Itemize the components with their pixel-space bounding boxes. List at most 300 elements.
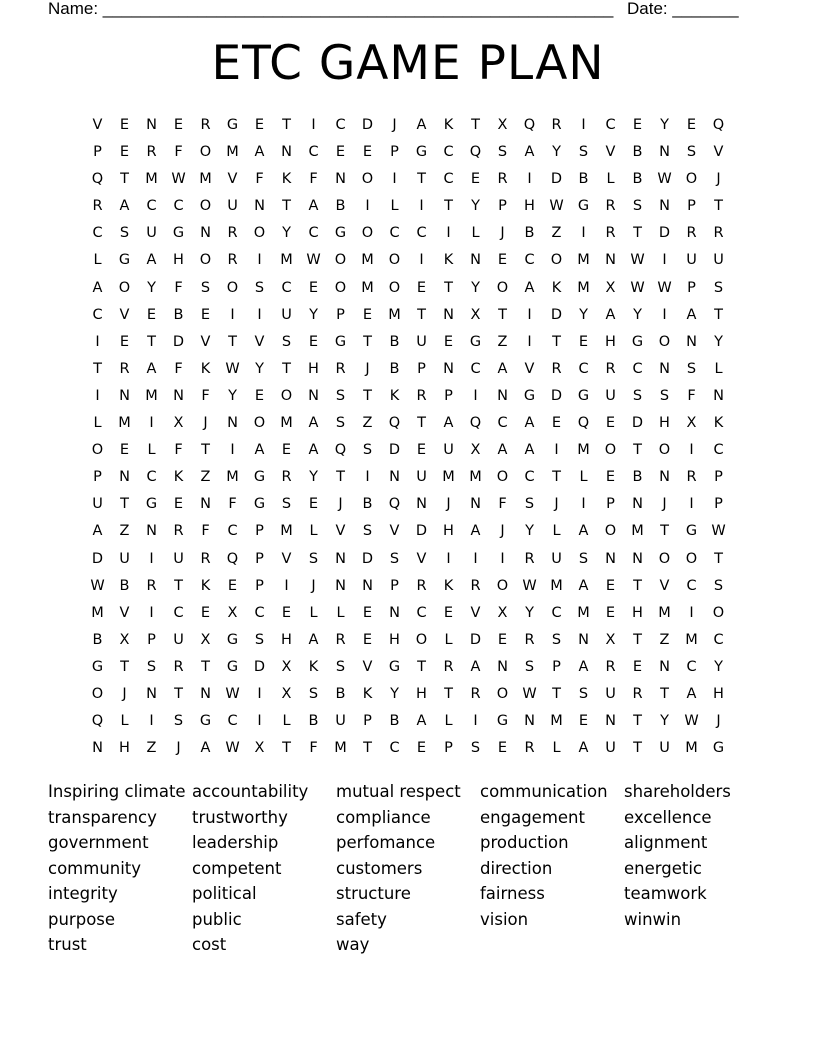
grid-letter: U: [443, 442, 454, 459]
grid-letter: E: [632, 117, 643, 133]
grid-letter: R: [146, 577, 157, 594]
grid-row: [84, 139, 732, 166]
grid-letter: B: [632, 144, 643, 161]
grid-letter: B: [578, 171, 589, 188]
grid-letter: G: [523, 387, 536, 404]
grid-letter: R: [281, 469, 292, 486]
grid-letter: T: [93, 360, 102, 377]
grid-letter: Z: [497, 333, 508, 350]
grid-letter: N: [497, 387, 508, 404]
grid-letter: N: [605, 252, 616, 269]
grid-row: [84, 329, 732, 356]
grid-letter: D: [550, 306, 563, 323]
grid-letter: L: [444, 631, 453, 648]
grid-letter: T: [444, 279, 453, 296]
grid-letter: L: [390, 198, 399, 215]
grid-letter: O: [388, 252, 401, 269]
grid-letter: J: [554, 496, 559, 513]
grid-letter: N: [659, 144, 670, 161]
grid-letter: N: [443, 360, 454, 377]
word-bank-item: perfomance: [336, 833, 436, 852]
grid-letter: A: [578, 658, 589, 675]
grid-letter: P: [147, 631, 156, 648]
grid-letter: O: [658, 442, 671, 459]
grid-letter: Q: [226, 550, 239, 567]
grid-letter: F: [309, 740, 318, 757]
word-bank-item: way: [336, 935, 370, 954]
grid-letter: E: [308, 279, 319, 296]
grid-letter: C: [578, 360, 589, 377]
word-column: [48, 779, 192, 958]
grid-letter: P: [93, 469, 102, 486]
grid-letter: N: [497, 658, 508, 675]
grid-letter: S: [281, 496, 292, 513]
grid-letter: A: [686, 306, 697, 323]
grid-letter: M: [280, 523, 293, 540]
grid-letter: O: [361, 225, 374, 242]
grid-letter: N: [254, 198, 265, 215]
grid-letter: H: [443, 523, 454, 540]
grid-letter: S: [578, 685, 589, 702]
word-search-grid: [84, 112, 732, 762]
grid-letter: N: [713, 387, 724, 404]
grid-letter: N: [281, 144, 292, 161]
grid-letter: L: [336, 604, 345, 621]
grid-letter: S: [632, 387, 643, 404]
grid-letter: S: [281, 333, 292, 350]
grid-letter: I: [230, 442, 235, 459]
grid-letter: Y: [309, 469, 318, 486]
grid-letter: N: [92, 740, 103, 757]
grid-letter: T: [633, 631, 642, 648]
grid-letter: O: [199, 144, 212, 161]
grid-letter: N: [659, 658, 670, 675]
grid-letter: G: [631, 333, 644, 350]
page-title: ETC GAME PLAN: [211, 36, 605, 91]
grid-letter: O: [253, 415, 266, 432]
grid-letter: I: [257, 306, 262, 323]
grid-letter: R: [92, 198, 103, 215]
grid-letter: E: [416, 442, 427, 459]
grid-letter: C: [146, 469, 157, 486]
grid-letter: O: [361, 171, 374, 188]
grid-letter: P: [714, 496, 723, 513]
grid-letter: A: [200, 740, 211, 757]
grid-letter: U: [281, 306, 292, 323]
grid-letter: J: [311, 577, 316, 594]
grid-letter: T: [417, 658, 426, 675]
grid-letter: G: [91, 658, 104, 675]
grid-letter: A: [308, 442, 319, 459]
grid-letter: E: [416, 740, 427, 757]
grid-letter: P: [444, 387, 453, 404]
grid-letter: A: [578, 577, 589, 594]
grid-letter: N: [659, 198, 670, 215]
grid-letter: B: [335, 198, 346, 215]
grid-letter: J: [662, 496, 667, 513]
grid-letter: E: [254, 387, 265, 404]
grid-letter: R: [470, 577, 481, 594]
grid-letter: W: [90, 577, 105, 594]
grid-letter: J: [716, 171, 721, 188]
grid-letter: M: [280, 252, 293, 269]
grid-letter: A: [470, 658, 481, 675]
grid-letter: N: [119, 387, 130, 404]
grid-letter: N: [389, 604, 400, 621]
grid-letter: O: [496, 577, 509, 594]
grid-letter: C: [686, 658, 697, 675]
word-bank-item: trust: [48, 935, 87, 954]
grid-letter: D: [172, 333, 185, 350]
word-column: [624, 779, 768, 932]
grid-letter: U: [173, 631, 184, 648]
grid-letter: R: [227, 252, 238, 269]
grid-row: [84, 166, 732, 193]
word-bank-item: structure: [336, 884, 411, 903]
grid-letter: V: [524, 360, 535, 377]
grid-letter: E: [362, 306, 373, 323]
grid-letter: M: [91, 604, 104, 621]
grid-letter: T: [444, 198, 453, 215]
grid-letter: Y: [390, 685, 399, 702]
grid-letter: I: [527, 306, 532, 323]
grid-letter: S: [308, 685, 319, 702]
grid-letter: T: [633, 713, 642, 730]
grid-letter: W: [522, 685, 537, 702]
grid-letter: C: [173, 198, 184, 215]
word-bank-item: alignment: [624, 833, 708, 852]
grid-letter: C: [146, 198, 157, 215]
grid-letter: Y: [255, 360, 264, 377]
grid-letter: A: [524, 415, 535, 432]
grid-letter: I: [149, 713, 154, 730]
grid-letter: X: [281, 658, 292, 675]
grid-letter: B: [524, 225, 535, 242]
grid-row: [84, 437, 732, 464]
grid-letter: E: [119, 144, 130, 161]
grid-letter: A: [308, 415, 319, 432]
grid-letter: N: [605, 713, 616, 730]
grid-letter: V: [227, 171, 238, 188]
grid-letter: Y: [579, 306, 588, 323]
grid-letter: T: [228, 333, 237, 350]
grid-letter: U: [686, 252, 697, 269]
grid-letter: C: [470, 360, 481, 377]
grid-letter: I: [473, 713, 478, 730]
grid-letter: A: [308, 198, 319, 215]
grid-letter: E: [146, 306, 157, 323]
word-bank-item: safety: [336, 909, 387, 929]
grid-letter: V: [416, 550, 427, 567]
grid-letter: E: [605, 415, 616, 432]
grid-letter: V: [362, 658, 373, 675]
grid-letter: I: [662, 306, 667, 323]
grid-row: [84, 247, 732, 274]
grid-letter: U: [416, 333, 427, 350]
grid-letter: V: [335, 523, 346, 540]
grid-letter: B: [119, 577, 130, 594]
grid-letter: C: [686, 577, 697, 594]
grid-letter: N: [524, 713, 535, 730]
grid-letter: M: [361, 252, 374, 269]
grid-letter: N: [308, 387, 319, 404]
grid-letter: U: [335, 713, 346, 730]
grid-letter: S: [578, 144, 589, 161]
grid-letter: E: [281, 604, 292, 621]
grid-letter: S: [362, 442, 373, 459]
grid-letter: A: [416, 117, 427, 133]
grid-letter: R: [713, 225, 724, 242]
grid-letter: C: [281, 279, 292, 296]
grid-letter: S: [524, 496, 535, 513]
grid-letter: U: [119, 550, 130, 567]
grid-letter: I: [554, 442, 559, 459]
grid-letter: H: [308, 360, 319, 377]
grid-letter: R: [173, 523, 184, 540]
grid-letter: O: [118, 279, 131, 296]
grid-letter: P: [255, 550, 264, 567]
grid-letter: X: [227, 604, 238, 621]
grid-letter: E: [200, 306, 211, 323]
grid-letter: A: [443, 415, 454, 432]
grid-letter: W: [711, 523, 726, 540]
grid-letter: W: [171, 171, 186, 188]
grid-letter: H: [281, 631, 292, 648]
grid-letter: A: [254, 442, 265, 459]
grid-letter: S: [686, 144, 697, 161]
grid-letter: O: [496, 469, 509, 486]
grid-letter: N: [416, 496, 427, 513]
grid-letter: L: [552, 740, 561, 757]
grid-letter: T: [282, 117, 291, 133]
grid-letter: I: [149, 604, 154, 621]
grid-letter: Q: [91, 713, 104, 730]
grid-letter: X: [497, 117, 508, 133]
grid-letter: K: [443, 117, 454, 133]
grid-letter: G: [118, 252, 131, 269]
grid-letter: O: [658, 550, 671, 567]
grid-row: [84, 464, 732, 491]
grid-letter: V: [389, 523, 400, 540]
grid-letter: E: [119, 333, 130, 350]
word-bank-item: production: [480, 833, 569, 852]
grid-letter: A: [578, 523, 589, 540]
grid-letter: O: [226, 279, 239, 296]
grid-letter: T: [552, 333, 561, 350]
grid-letter: M: [550, 577, 563, 594]
word-bank-item: political: [192, 884, 257, 903]
grid-letter: I: [527, 333, 532, 350]
word-bank-item: government: [48, 833, 149, 852]
word-bank-item: energetic: [624, 858, 703, 878]
grid-letter: M: [199, 171, 212, 188]
grid-letter: X: [281, 685, 292, 702]
grid-letter: G: [415, 144, 428, 161]
grid-letter: E: [362, 144, 373, 161]
grid-letter: T: [633, 740, 642, 757]
grid-letter: U: [92, 496, 103, 513]
word-bank-item: customers: [336, 858, 423, 878]
grid-letter: N: [335, 577, 346, 594]
grid-letter: F: [174, 360, 183, 377]
grid-letter: A: [686, 685, 697, 702]
grid-letter: Y: [714, 333, 723, 350]
grid-letter: L: [93, 415, 102, 432]
grid-letter: K: [362, 685, 373, 702]
grid-letter: C: [227, 713, 238, 730]
grid-letter: U: [146, 225, 157, 242]
grid-letter: J: [365, 360, 370, 377]
grid-letter: K: [173, 469, 184, 486]
grid-letter: T: [282, 198, 291, 215]
grid-letter: M: [658, 604, 671, 621]
grid-letter: T: [363, 387, 372, 404]
word-bank-item: fairness: [480, 884, 545, 903]
grid-letter: P: [687, 198, 696, 215]
grid-letter: E: [227, 577, 238, 594]
grid-letter: R: [524, 740, 535, 757]
grid-letter: R: [200, 117, 211, 133]
grid-letter: A: [146, 252, 157, 269]
grid-letter: T: [552, 685, 561, 702]
grid-letter: O: [415, 631, 428, 648]
grid-letter: X: [605, 279, 616, 296]
word-bank-item: accountability: [192, 782, 309, 801]
grid-letter: O: [604, 523, 617, 540]
grid-letter: S: [578, 550, 589, 567]
grid-letter: E: [605, 604, 616, 621]
grid-letter: S: [200, 279, 211, 296]
grid-letter: A: [470, 523, 481, 540]
word-bank-item: community: [48, 858, 142, 878]
grid-letter: L: [471, 225, 480, 242]
grid-letter: Y: [660, 117, 669, 133]
grid-letter: J: [176, 740, 181, 757]
grid-letter: D: [361, 550, 374, 567]
grid-letter: Y: [714, 658, 723, 675]
grid-letter: S: [119, 225, 130, 242]
grid-letter: P: [417, 360, 426, 377]
grid-letter: A: [497, 442, 508, 459]
word-bank-item: engagement: [480, 807, 585, 827]
grid-letter: I: [311, 117, 316, 133]
grid-letter: G: [199, 713, 212, 730]
grid-letter: T: [282, 360, 291, 377]
grid-letter: O: [496, 279, 509, 296]
grid-letter: I: [149, 415, 154, 432]
grid-letter: V: [281, 550, 292, 567]
grid-letter: Z: [659, 631, 670, 648]
grid-letter: X: [470, 306, 481, 323]
grid-letter: S: [146, 658, 157, 675]
word-column: [192, 779, 336, 958]
grid-letter: C: [713, 442, 724, 459]
grid-letter: I: [392, 171, 397, 188]
word-bank-item: leadership: [192, 833, 279, 852]
grid-letter: I: [419, 252, 424, 269]
grid-letter: R: [119, 360, 130, 377]
grid-letter: I: [257, 252, 262, 269]
grid-letter: G: [253, 496, 266, 513]
grid-letter: K: [281, 171, 292, 188]
word-bank-item: teamwork: [624, 884, 707, 903]
grid-letter: E: [308, 333, 319, 350]
grid-letter: C: [335, 117, 346, 133]
grid-row: [84, 627, 732, 654]
grid-letter: N: [389, 469, 400, 486]
grid-letter: B: [173, 306, 184, 323]
grid-letter: R: [605, 658, 616, 675]
grid-letter: L: [120, 713, 129, 730]
grid-letter: C: [173, 604, 184, 621]
grid-letter: N: [200, 685, 211, 702]
grid-letter: I: [473, 550, 478, 567]
grid-letter: L: [147, 442, 156, 459]
grid-letter: R: [524, 550, 535, 567]
grid-letter: I: [581, 225, 586, 242]
grid-letter: S: [524, 658, 535, 675]
word-bank-item: compliance: [336, 807, 431, 827]
grid-letter: Y: [309, 306, 318, 323]
word-bank-item: excellence: [624, 807, 712, 827]
grid-letter: O: [604, 442, 617, 459]
grid-letter: E: [686, 117, 697, 133]
grid-letter: D: [415, 523, 428, 540]
grid-letter: G: [685, 523, 698, 540]
word-bank-item: public: [192, 909, 242, 929]
grid-letter: I: [527, 171, 532, 188]
grid-letter: C: [227, 523, 238, 540]
grid-letter: T: [633, 577, 642, 594]
word-bank-item: direction: [480, 858, 553, 878]
grid-letter: N: [146, 523, 157, 540]
grid-letter: H: [119, 740, 130, 757]
grid-letter: K: [308, 658, 319, 675]
grid-letter: V: [713, 144, 724, 161]
grid-letter: N: [470, 252, 481, 269]
word-bank-item: trustworthy: [192, 807, 288, 827]
grid-letter: R: [173, 658, 184, 675]
grid-letter: U: [659, 740, 670, 757]
word-bank-item: transparency: [48, 807, 157, 827]
grid-letter: N: [605, 550, 616, 567]
grid-letter: M: [145, 387, 158, 404]
grid-letter: T: [660, 523, 669, 540]
word-bank-item: mutual respect: [336, 782, 461, 801]
grid-row: [84, 112, 732, 139]
grid-letter: M: [145, 171, 158, 188]
grid-letter: L: [552, 523, 561, 540]
grid-letter: T: [201, 658, 210, 675]
grid-letter: V: [119, 604, 130, 621]
grid-letter: A: [92, 523, 103, 540]
grid-letter: Q: [334, 442, 347, 459]
grid-letter: A: [416, 713, 427, 730]
grid-letter: W: [225, 360, 240, 377]
grid-letter: Q: [469, 415, 482, 432]
grid-letter: V: [254, 333, 265, 350]
grid-letter: P: [390, 577, 399, 594]
grid-letter: M: [226, 144, 239, 161]
grid-letter: I: [500, 550, 505, 567]
grid-letter: R: [335, 360, 346, 377]
grid-letter: S: [497, 144, 508, 161]
grid-letter: L: [93, 252, 102, 269]
grid-letter: I: [581, 496, 586, 513]
grid-letter: N: [659, 360, 670, 377]
grid-letter: C: [443, 144, 454, 161]
grid-letter: B: [632, 171, 643, 188]
